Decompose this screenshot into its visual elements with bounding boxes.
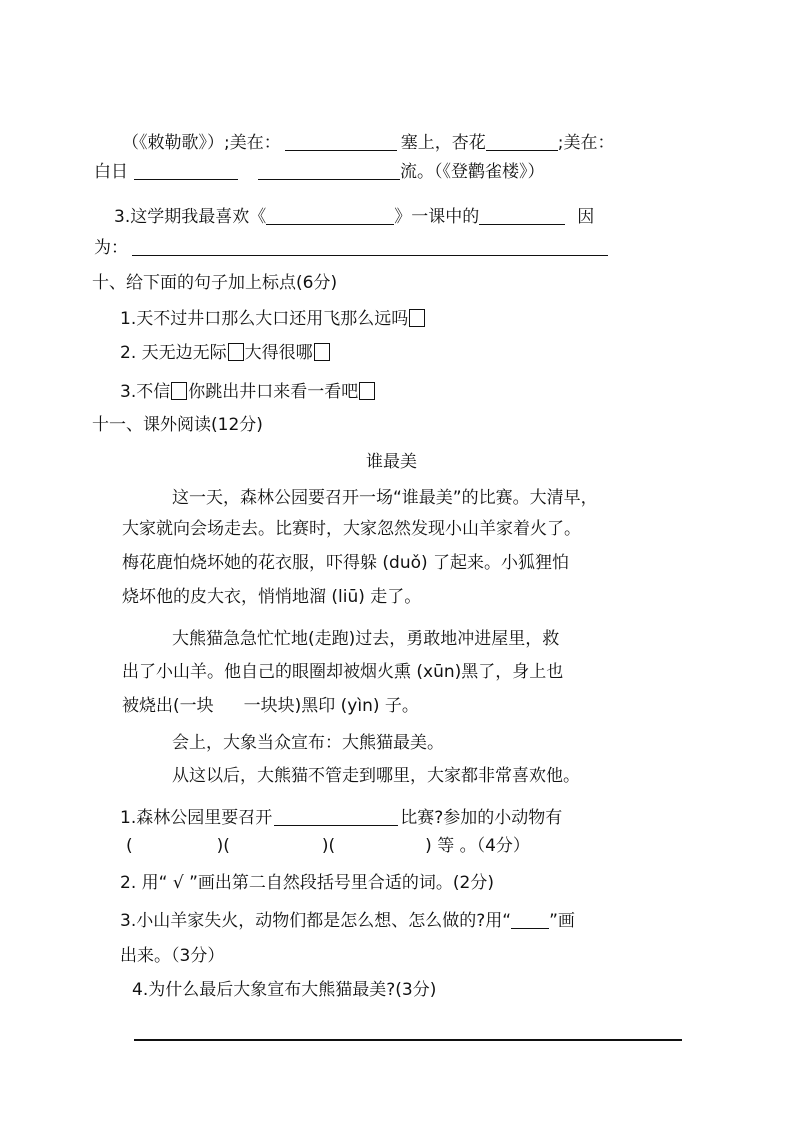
answer-blank[interactable] [258, 161, 400, 180]
reading-question-1-line-2 [126, 834, 530, 858]
answer-blank[interactable] [285, 132, 397, 151]
story-para-4: 从这以后，大熊猫不管走到哪里，大家都非常喜欢他。 [172, 766, 580, 786]
reading-question-3-text-b: ”画 [549, 911, 575, 931]
punctuation-item-3 [120, 380, 376, 404]
poem-line-2-text-a: 白日 [94, 162, 128, 182]
question-3-text-a: 3.这学期我最喜欢《 [114, 207, 267, 227]
story-para-3: 会上，大象当众宣布：大熊猫最美。 [172, 733, 444, 753]
reading-question-2: 2. 用“ √ ”画出第二自然段括号里合适的词。(2分) [120, 873, 494, 893]
answer-blank[interactable] [479, 206, 565, 225]
punctuation-item-3-text-a: 3.不信 [120, 382, 171, 402]
question-3-line-2 [94, 236, 608, 260]
reading-question-1-line-1 [120, 806, 562, 830]
answer-blank[interactable] [266, 206, 394, 225]
bracket-open: ( [126, 836, 133, 856]
punctuation-box[interactable] [171, 382, 187, 400]
punctuation-box[interactable] [409, 309, 425, 327]
question-3-text-b: 》一课中的 [394, 207, 480, 227]
story-para-1-line-3: 梅花鹿怕烧坏她的花衣服，吓得躲 (duǒ) 了起来。小狐狸怕 [122, 553, 570, 573]
punctuation-item-1-text: 1.天不过井口那么大口还用飞那么远吗 [120, 309, 409, 329]
poem-line-1-text-a: （《敕勒歌》）;美在： [122, 133, 281, 153]
story-para-2-line-3 [122, 694, 419, 718]
story-para-2-line-3-text-b: 一块块)黑印 (yìn) 子。 [243, 696, 419, 716]
question-3-text-c: 因 [577, 207, 595, 227]
story-title: 谁最美 [366, 452, 417, 472]
story-para-2-line-3-text-a: 被烧出(一块 [122, 696, 214, 716]
bracket-close-text: ) 等 。（4分） [425, 836, 530, 856]
punctuation-item-2-text-a: 2. 天无边无际 [120, 343, 227, 363]
poem-line-1 [122, 131, 614, 155]
answer-blank[interactable] [132, 237, 608, 256]
question-3-line-1 [114, 205, 594, 229]
punctuation-box[interactable] [314, 343, 330, 361]
poem-line-1-text-b: 塞上，杏花 [400, 133, 486, 153]
punctuation-item-2-text-b: 大得很哪 [244, 343, 313, 363]
story-para-1-line-4: 烧坏他的皮大衣，悄悄地溜 (liū) 走了。 [122, 587, 422, 607]
answer-blank[interactable] [486, 132, 558, 151]
section-11-heading: 十一、课外阅读(12分) [92, 415, 263, 435]
story-para-1-line-2: 大家就向会场走去。比赛时，大家忽然发现小山羊家着火了。 [122, 519, 581, 539]
answer-blank[interactable] [274, 807, 398, 826]
reading-question-3-text-a: 3.小山羊家失火，动物们都是怎么想、怎么做的?用“ [120, 911, 512, 931]
answer-line[interactable] [134, 1039, 682, 1041]
punctuation-box[interactable] [359, 382, 375, 400]
punctuation-box[interactable] [228, 343, 244, 361]
poem-line-2 [94, 160, 545, 184]
story-para-2-line-1: 大熊猫急急忙忙地(走跑)过去，勇敢地冲进屋里，救 [172, 629, 560, 649]
story-para-2-line-2: 出了小山羊。他自己的眼圈却被烟火熏 (xūn)黑了，身上也 [122, 662, 564, 682]
reading-question-3-line-1 [120, 909, 575, 933]
section-10-heading: 十、给下面的句子加上标点(6分) [92, 273, 338, 293]
punctuation-item-1 [120, 307, 426, 331]
reading-question-4: 4.为什么最后大象宣布大熊猫最美?(3分) [132, 980, 437, 1000]
punctuation-item-3-text-b: 你跳出井口来看一看吧 [188, 382, 359, 402]
poem-line-1-text-c: ;美在： [557, 133, 615, 153]
underline-sample [511, 910, 549, 929]
poem-line-2-text-b: 流。（《登鹳雀楼》） [400, 162, 545, 182]
reading-question-3-line-2: 出来。（3分） [120, 946, 225, 966]
bracket-pair: )( [216, 836, 230, 856]
story-para-1-line-1: 这一天，森林公园要召开一场“谁最美”的比赛。大清早， [172, 488, 598, 508]
answer-blank[interactable] [134, 161, 238, 180]
reading-question-1-text-a: 1.森林公园里要召开 [120, 808, 273, 828]
bracket-pair: )( [321, 836, 336, 856]
punctuation-item-2 [120, 341, 331, 365]
question-3-text-d: 为： [94, 238, 128, 258]
reading-question-1-text-b: 比赛?参加的小动物有 [400, 808, 563, 828]
